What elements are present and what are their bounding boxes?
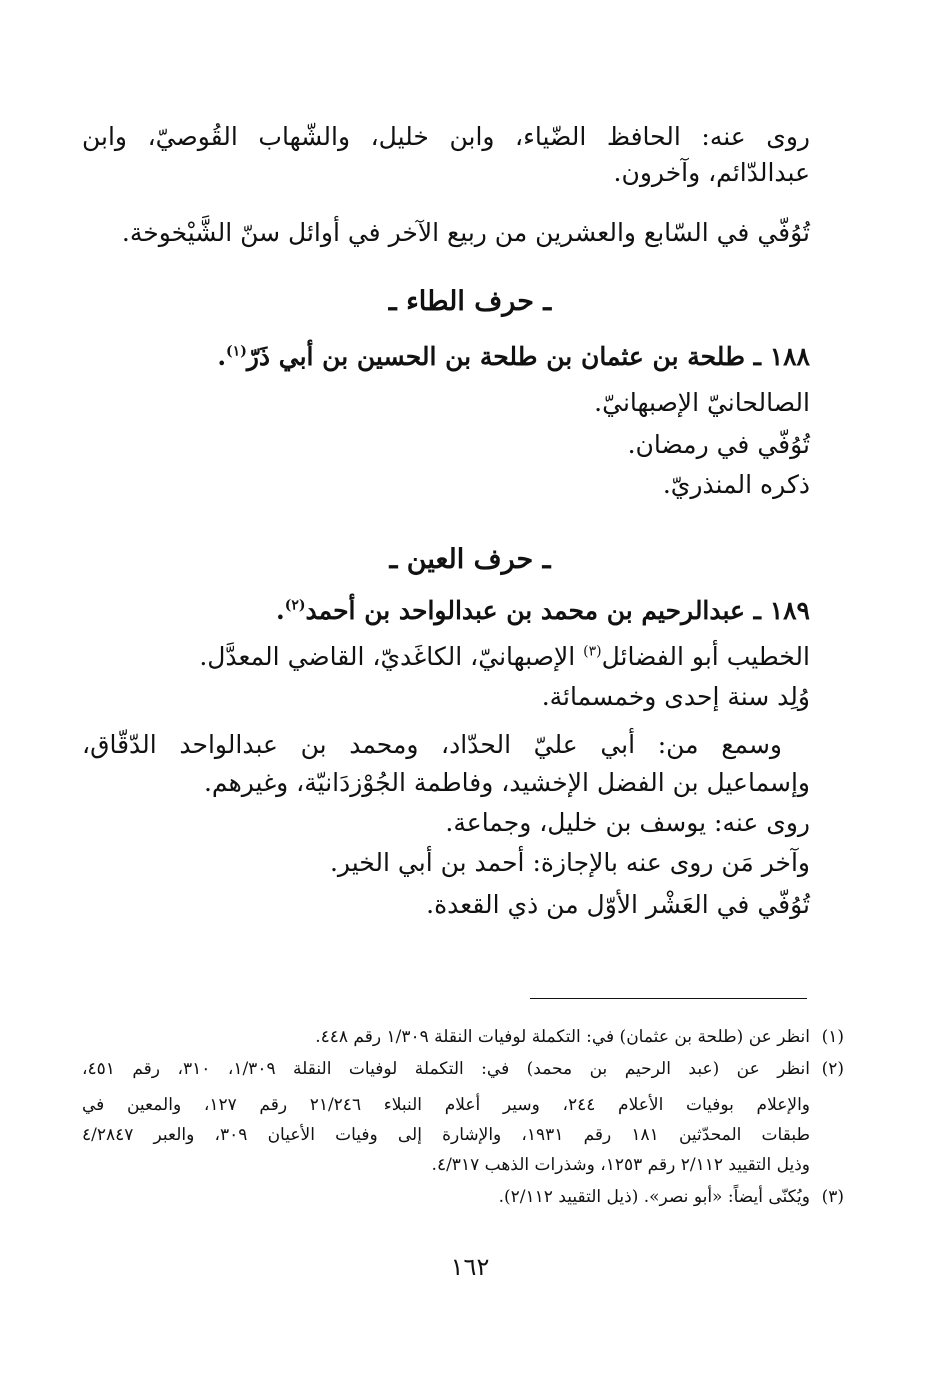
footnote-number: (٢) [821, 1059, 844, 1079]
line-text: الإصبهانيّ، الكاغَديّ، القاضي المعدَّل. [199, 642, 584, 671]
body-line: وإسماعيل بن الفضل الإخشيد، وفاطمة الجُوْزدَانيّة، وغيرهم. [203, 768, 810, 797]
entry-title-text: ١٨٨ ـ طلحة بن عثمان بن طلحة بن الحسين بن أبي ذَرّ [246, 342, 810, 371]
footnote-line: ويُكنّى أيضاً: «أبو نصر». (ذيل التقييد ٢/١١٢). [498, 1187, 810, 1207]
footnote-line: طبقات المحدّثين ١٨١ رقم ١٩٣١، والإشارة إلى وفيات الأعيان ٣٠٩، والعبر ٤/٢٨٤٧ [82, 1125, 810, 1145]
entry-title-end: . [276, 596, 285, 625]
body-line: روى عنه: يوسف بن خليل، وجماعة. [445, 808, 810, 837]
footnote-line: انظر عن (عبد الرحيم بن محمد) في: التكملة لوفيات النقلة ١/٣٠٩، ٣١٠، رقم ٤٥١، [82, 1059, 811, 1079]
body-line: ذكره المنذريّ. [662, 470, 810, 499]
footnote-line: والإعلام بوفيات الأعلام ٢٤٤، وسير أعلام النبلاء ٢١/٢٤٦ رقم ١٢٧، والمعين في [82, 1095, 810, 1115]
footnote-number: (٣) [821, 1187, 844, 1207]
line-text: الخطيب أبو الفضائل [601, 642, 810, 671]
footnote-ref: (٣) [583, 643, 602, 660]
body-line: وآخر مَن روى عنه بالإجازة: أحمد بن أبي الخير. [329, 848, 810, 877]
body-line: عبدالدّائم، وآخرون. [613, 158, 810, 187]
footnote-line: انظر عن (طلحة بن عثمان) في: التكملة لوفيات النقلة ١/٣٠٩ رقم ٤٤٨. [315, 1027, 810, 1047]
entry-188-title [217, 340, 810, 374]
body-line: تُوُفّي في رمضان. [627, 430, 810, 459]
body-line: روى عنه: الحافظ الضّياء، وابن خليل، والشّهاب القُوصيّ، وابن [82, 122, 810, 151]
body-line: تُوُفّي في السّابع والعشرين من ربيع الآخر في أوائل سنّ الشَّيْخوخة. [121, 218, 810, 247]
entry-title-text: ١٨٩ ـ عبدالرحيم بن محمد بن عبدالواحد بن أحمد [305, 596, 810, 625]
page-number: ١٦٢ [450, 1253, 490, 1281]
footnote-ref: (١) [226, 343, 247, 360]
body-line [199, 640, 810, 674]
body-line: تُوُفّي في العَشْر الأوّل من ذي القعدة. [426, 890, 810, 919]
body-line: وسمع من: أبي عليّ الحدّاد، ومحمد بن عبدالواحد الدّقّاق، [82, 730, 782, 759]
entry-189-title [276, 594, 810, 628]
entry-title-end: . [217, 342, 227, 371]
footnote-number: (١) [821, 1027, 844, 1047]
section-heading-ain: ـ حرف العين ـ [389, 544, 551, 575]
footnote-line: وذيل التقييد ٢/١١٢ رقم ١٢٥٣، وشذرات الذهب ٤/٣١٧. [431, 1155, 810, 1175]
body-line: وُلِد سنة إحدى وخمسمائة. [541, 682, 810, 711]
footnote-divider [530, 998, 807, 999]
body-line: الصالحانيّ الإصبهانيّ. [594, 388, 810, 417]
section-heading-taa: ـ حرف الطاء ـ [388, 286, 552, 317]
footnote-ref: (٢) [284, 597, 306, 614]
